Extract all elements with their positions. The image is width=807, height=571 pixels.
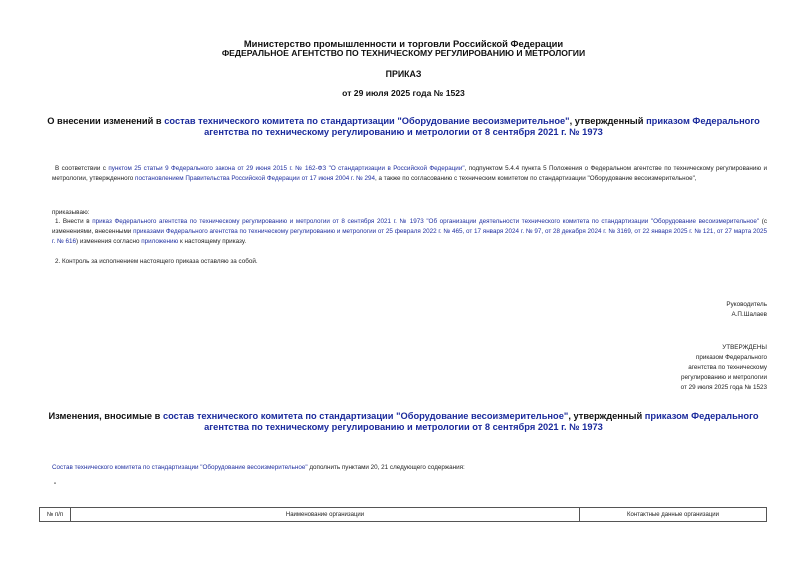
item1-text-c: ) изменения согласно [76, 238, 142, 245]
appendix-title [30, 411, 777, 433]
signature-role: Руководитель [726, 301, 767, 308]
item1-link-order[interactable]: приказ Федерального агентства по техническому регулированию и метрологии от 8 сентября 2021 г. № 1973 "Об организации деятельности технического комитета по стандартизации "Оборудование весоизмерительное" [92, 218, 760, 225]
preamble-text-c: , утвержденного [85, 175, 136, 182]
document-date: от 29 июля 2025 года № 1523 [342, 88, 465, 98]
title-prefix: О внесении изменений в [47, 116, 165, 126]
appendix-link-committee[interactable]: Состав технического комитета по стандартизации "Оборудование весоизмерительное" [52, 464, 308, 471]
approval-line-1: УТВЕРЖДЕНЫ [722, 344, 767, 351]
preamble-link-decree[interactable]: постановлением Правительства Российской Федерации от 17 июня 2004 г. № 294 [135, 175, 375, 182]
preamble-text-d: , а также по согласованию с техническим комитетом по стандартизации "Оборудование весоизмерительное", [375, 175, 697, 182]
appendix-title-prefix: Изменения, вносимые в [48, 411, 163, 421]
item1-link-appendix[interactable]: приложению [141, 238, 179, 245]
appendix-title-middle: , утвержденный [568, 411, 645, 421]
document-title [30, 116, 777, 138]
appendix-text: дополнить пунктами 20, 21 следующего содержания: [307, 464, 465, 471]
approval-line-2: приказом Федерального [695, 354, 767, 361]
document-type: ПРИКАЗ [385, 69, 422, 79]
appendix-title-link-committee[interactable]: состав технического комитета по стандартизации "Оборудование весоизмерительное" [162, 411, 569, 421]
item-2-paragraph: 2. Контроль за исполнением настоящего приказа оставляю за собой. [55, 258, 258, 265]
item1-text-d: к настоящему приказу. [178, 238, 247, 245]
preamble-text-a: В соответствии с [55, 165, 109, 172]
item-1-paragraph [52, 217, 767, 247]
appendix-title-link-order[interactable]: приказом Федерального агентства по техническому регулированию и метрологии от 8 сентября 2021 г. № 1973 [204, 411, 759, 432]
approval-line-5: от 29 июля 2025 года № 1523 [680, 384, 767, 391]
table-header-contacts: Контактные данные организации [580, 508, 767, 522]
agency-heading: ФЕДЕРАЛЬНОЕ АГЕНТСТВО ПО ТЕХНИЧЕСКОМУ РЕГУЛИРОВАНИЮ И МЕТРОЛОГИИ [221, 48, 586, 58]
preamble-text-b: , подпунктом 5.4.4 пункта 5 Положения о Федеральном агентстве по техническому регулированию и метрологии [52, 165, 767, 182]
title-link-order[interactable]: приказом Федерального агентства по техническому регулированию и метрологии от 8 сентября 2021 г. № 1973 [204, 116, 760, 137]
ministry-heading: Министерство промышленности и торговли Российской Федерации [243, 38, 564, 49]
approval-block [627, 343, 767, 393]
quote-mark: " [54, 482, 57, 489]
title-middle: , утвержденный [569, 116, 647, 126]
signature-block [567, 300, 767, 320]
prikazyvayu-text: приказываю: [52, 209, 90, 216]
table-header-row [40, 508, 767, 522]
members-table [39, 507, 767, 522]
table-header-org-name: Наименование организации [71, 508, 580, 522]
item1-link-amendments[interactable]: приказами Федерального агентства по техническому регулированию и метрологии от 25 февраля 2022 г. № 465, от 17 января 2024 г. № 97, от 28 декабря 2024 г. № 3169, от 22 января 2025 г. № 121, от 27 марта 2025 г. № 616 [52, 228, 767, 245]
item1-text-a: 1. Внести в [55, 218, 93, 225]
item1-text-b: (с изменениями, внесенными [52, 218, 768, 235]
title-link-committee[interactable]: состав технического комитета по стандартизации "Оборудование весоизмерительное" [164, 116, 570, 126]
appendix-paragraph [52, 463, 767, 473]
approval-line-4: регулированию и метрологии [681, 374, 767, 381]
approval-line-3: агентства по техническому [688, 364, 767, 371]
preamble-link-law[interactable]: пунктом 25 статьи 9 Федерального закона от 29 июня 2015 г. № 162-ФЗ "О стандартизации в Российской Федерации" [108, 165, 465, 172]
signature-name: А.П.Шалаев [731, 311, 767, 318]
table-header-number: № п/п [40, 508, 71, 522]
preamble-paragraph [52, 164, 767, 184]
